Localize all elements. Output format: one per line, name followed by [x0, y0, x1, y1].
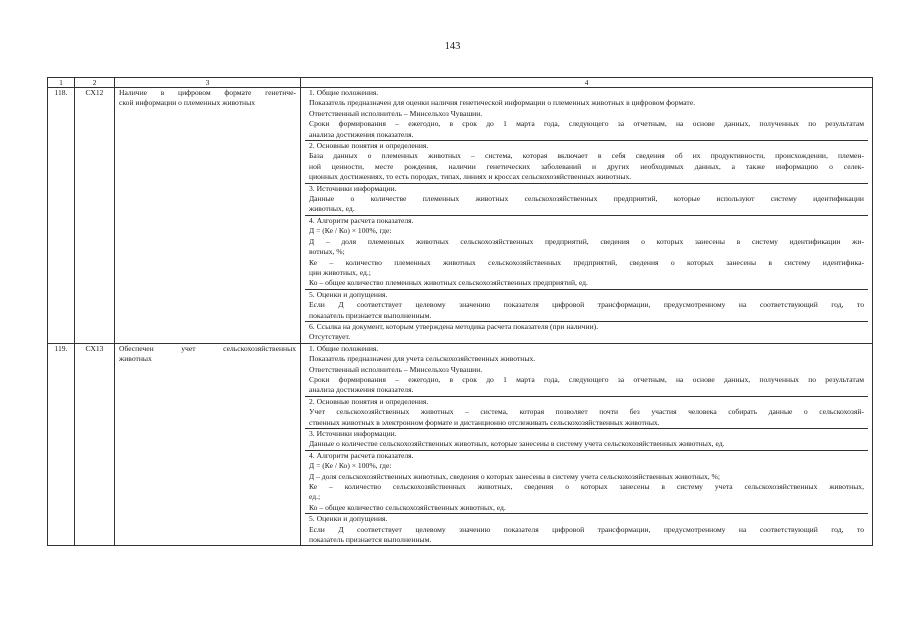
header-col-2: 2	[75, 78, 115, 88]
description-line: ции животных, ед.;	[309, 267, 371, 277]
indicator-description	[301, 343, 873, 546]
row-number: 119.	[48, 343, 75, 546]
description-line: Д – доля племенных животных сельскохозяйственных предприятий, сведения о которых занесены в систему идентификации жи-	[309, 236, 864, 246]
description-line: Ке – количество сельскохозяйственных животных, сведения о которых занесены в систему учета сельскохозяйственных животных,	[309, 482, 864, 492]
description-line: Д = (Ке / Ко) × 100%, где:	[309, 461, 392, 471]
description-line: Показатель предназначен для учета сельскохозяйственных животных.	[309, 354, 536, 364]
description-line: показатель признается выполненным.	[309, 535, 432, 545]
indicator-name-line: Наличие в цифровом формате генетиче-	[119, 88, 296, 97]
description-line: Отсутствует.	[309, 332, 351, 342]
description-line: Показатель предназначен для оценки наличия генетической информации о племенных животных в цифровом формате.	[309, 98, 695, 108]
indicator-name-line: Обеспечен учет сельскохозяйственных	[119, 343, 296, 353]
description-line: 1. Общие положения.	[309, 343, 379, 353]
description-line: показатель признается выполненным.	[309, 310, 432, 320]
description-section	[305, 514, 868, 545]
page-number: 143	[444, 41, 461, 52]
description-line: Д – доля сельскохозяйственных животных, сведения о которых занесены в систему учета сельскохозяйственных животных, %;	[309, 471, 720, 481]
description-line: Ответственный исполнитель – Минсельхоз Чувашии.	[309, 108, 483, 118]
description-line: Если Д соответствует целевому значению показателя цифровой трансформации, предусмотренному на соответствующий год, то	[309, 524, 864, 534]
description-line: Данные о количестве племенных животных сельскохозяйственных предприятий, которые используют систему идентификации	[309, 194, 864, 204]
description-line: вотных, %;	[309, 247, 345, 257]
indicator-name-line: животных	[119, 354, 152, 364]
description-section	[305, 451, 868, 514]
description-line: Ответственный исполнитель – Минсельхоз Чувашии.	[309, 364, 483, 374]
description-line: 2. Основные понятия и определения.	[309, 396, 429, 406]
description-line: анализа достижения показателя.	[309, 129, 414, 139]
description-line: Ке – количество племенных животных сельскохозяйственных предприятий, сведения о которых занесены в систему идентифика-	[309, 257, 864, 267]
indicator-name	[115, 343, 301, 546]
description-line: ционных достижениях, то есть породах, типах, линиях и кроссах сельскохозяйственных животных.	[309, 172, 632, 182]
description-line: База данных о племенных животных – система, которая включает в себя сведения об их продуктивности, происхождении, племен-	[309, 151, 864, 161]
description-line: 6. Ссылка на документ, которым утверждена методика расчета показателя (при наличии).	[309, 321, 599, 331]
indicator-name	[115, 88, 301, 344]
description-line: Д = (Ке / Ко) × 100%, где:	[309, 226, 392, 236]
description-section	[305, 290, 868, 322]
description-line: Учет сельскохозяйственных животных – система, которая позволяет почти без участия человека собирать данные о сельскохозяй-	[309, 407, 864, 417]
description-section	[305, 141, 868, 184]
description-section	[305, 322, 868, 343]
description-line: животных, ед.	[309, 204, 355, 214]
description-section	[305, 184, 868, 216]
description-line: Сроки формирования – ежегодно, в срок до 1 марта года, следующего за отчетным, на основе данных, полученных по результатам	[309, 119, 864, 129]
description-line: анализа достижения показателя.	[309, 385, 414, 395]
description-line: 5. Оценки и допущения.	[309, 514, 388, 524]
description-line: 4. Алгоритм расчета показателя.	[309, 450, 414, 460]
description-line: 4. Алгоритм расчета показателя.	[309, 215, 414, 225]
row-number: 118.	[48, 88, 75, 344]
description-section	[305, 216, 868, 290]
indicator-code: СХ12	[75, 88, 115, 344]
header-col-1: 1	[48, 78, 75, 88]
description-line: Ко – общее количество сельскохозяйственных животных, ед.	[309, 502, 506, 512]
description-line: ной ценности, месте рождения, наличии генетических заболеваний и других необходимых данных, а также информацию о селек-	[309, 161, 864, 171]
description-line: 1. Общие положения.	[309, 88, 379, 97]
table-row	[48, 343, 873, 546]
description-section	[305, 88, 868, 141]
header-col-3: 3	[115, 78, 301, 88]
indicator-table	[47, 77, 873, 546]
indicator-code: СХ13	[75, 343, 115, 546]
description-line: ственных животных в электронном формате и дистанционно отслеживать сельскохозяйственных животных.	[309, 417, 660, 427]
table-row	[48, 88, 873, 344]
header-col-4: 4	[301, 78, 873, 88]
description-line: Данные о количестве сельскохозяйственных животных, которые занесены в систему учета сельскохозяйственных животных, ед.	[309, 439, 725, 449]
description-line: Если Д соответствует целевому значению показателя цифровой трансформации, предусмотренному на соответствующий год, то	[309, 300, 864, 310]
table-header-row	[48, 78, 873, 88]
description-line: 2. Основные понятия и определения.	[309, 141, 429, 151]
description-line: 5. Оценки и допущения.	[309, 289, 388, 299]
description-line: Ко – общее количество племенных животных сельскохозяйственных предприятий, ед.	[309, 278, 588, 288]
indicator-description	[301, 88, 873, 344]
description-section	[305, 429, 868, 451]
description-line: Сроки формирования – ежегодно, в срок до 1 марта года, следующего за отчетным, на основе данных, полученных по результатам	[309, 374, 864, 384]
description-section	[305, 397, 868, 429]
description-section	[305, 344, 868, 397]
description-line: 3. Источники информации.	[309, 429, 397, 438]
description-line: ед.;	[309, 492, 321, 502]
description-line: 3. Источники информации.	[309, 183, 397, 193]
indicator-name-line: ской информации о племенных животных	[119, 98, 256, 108]
